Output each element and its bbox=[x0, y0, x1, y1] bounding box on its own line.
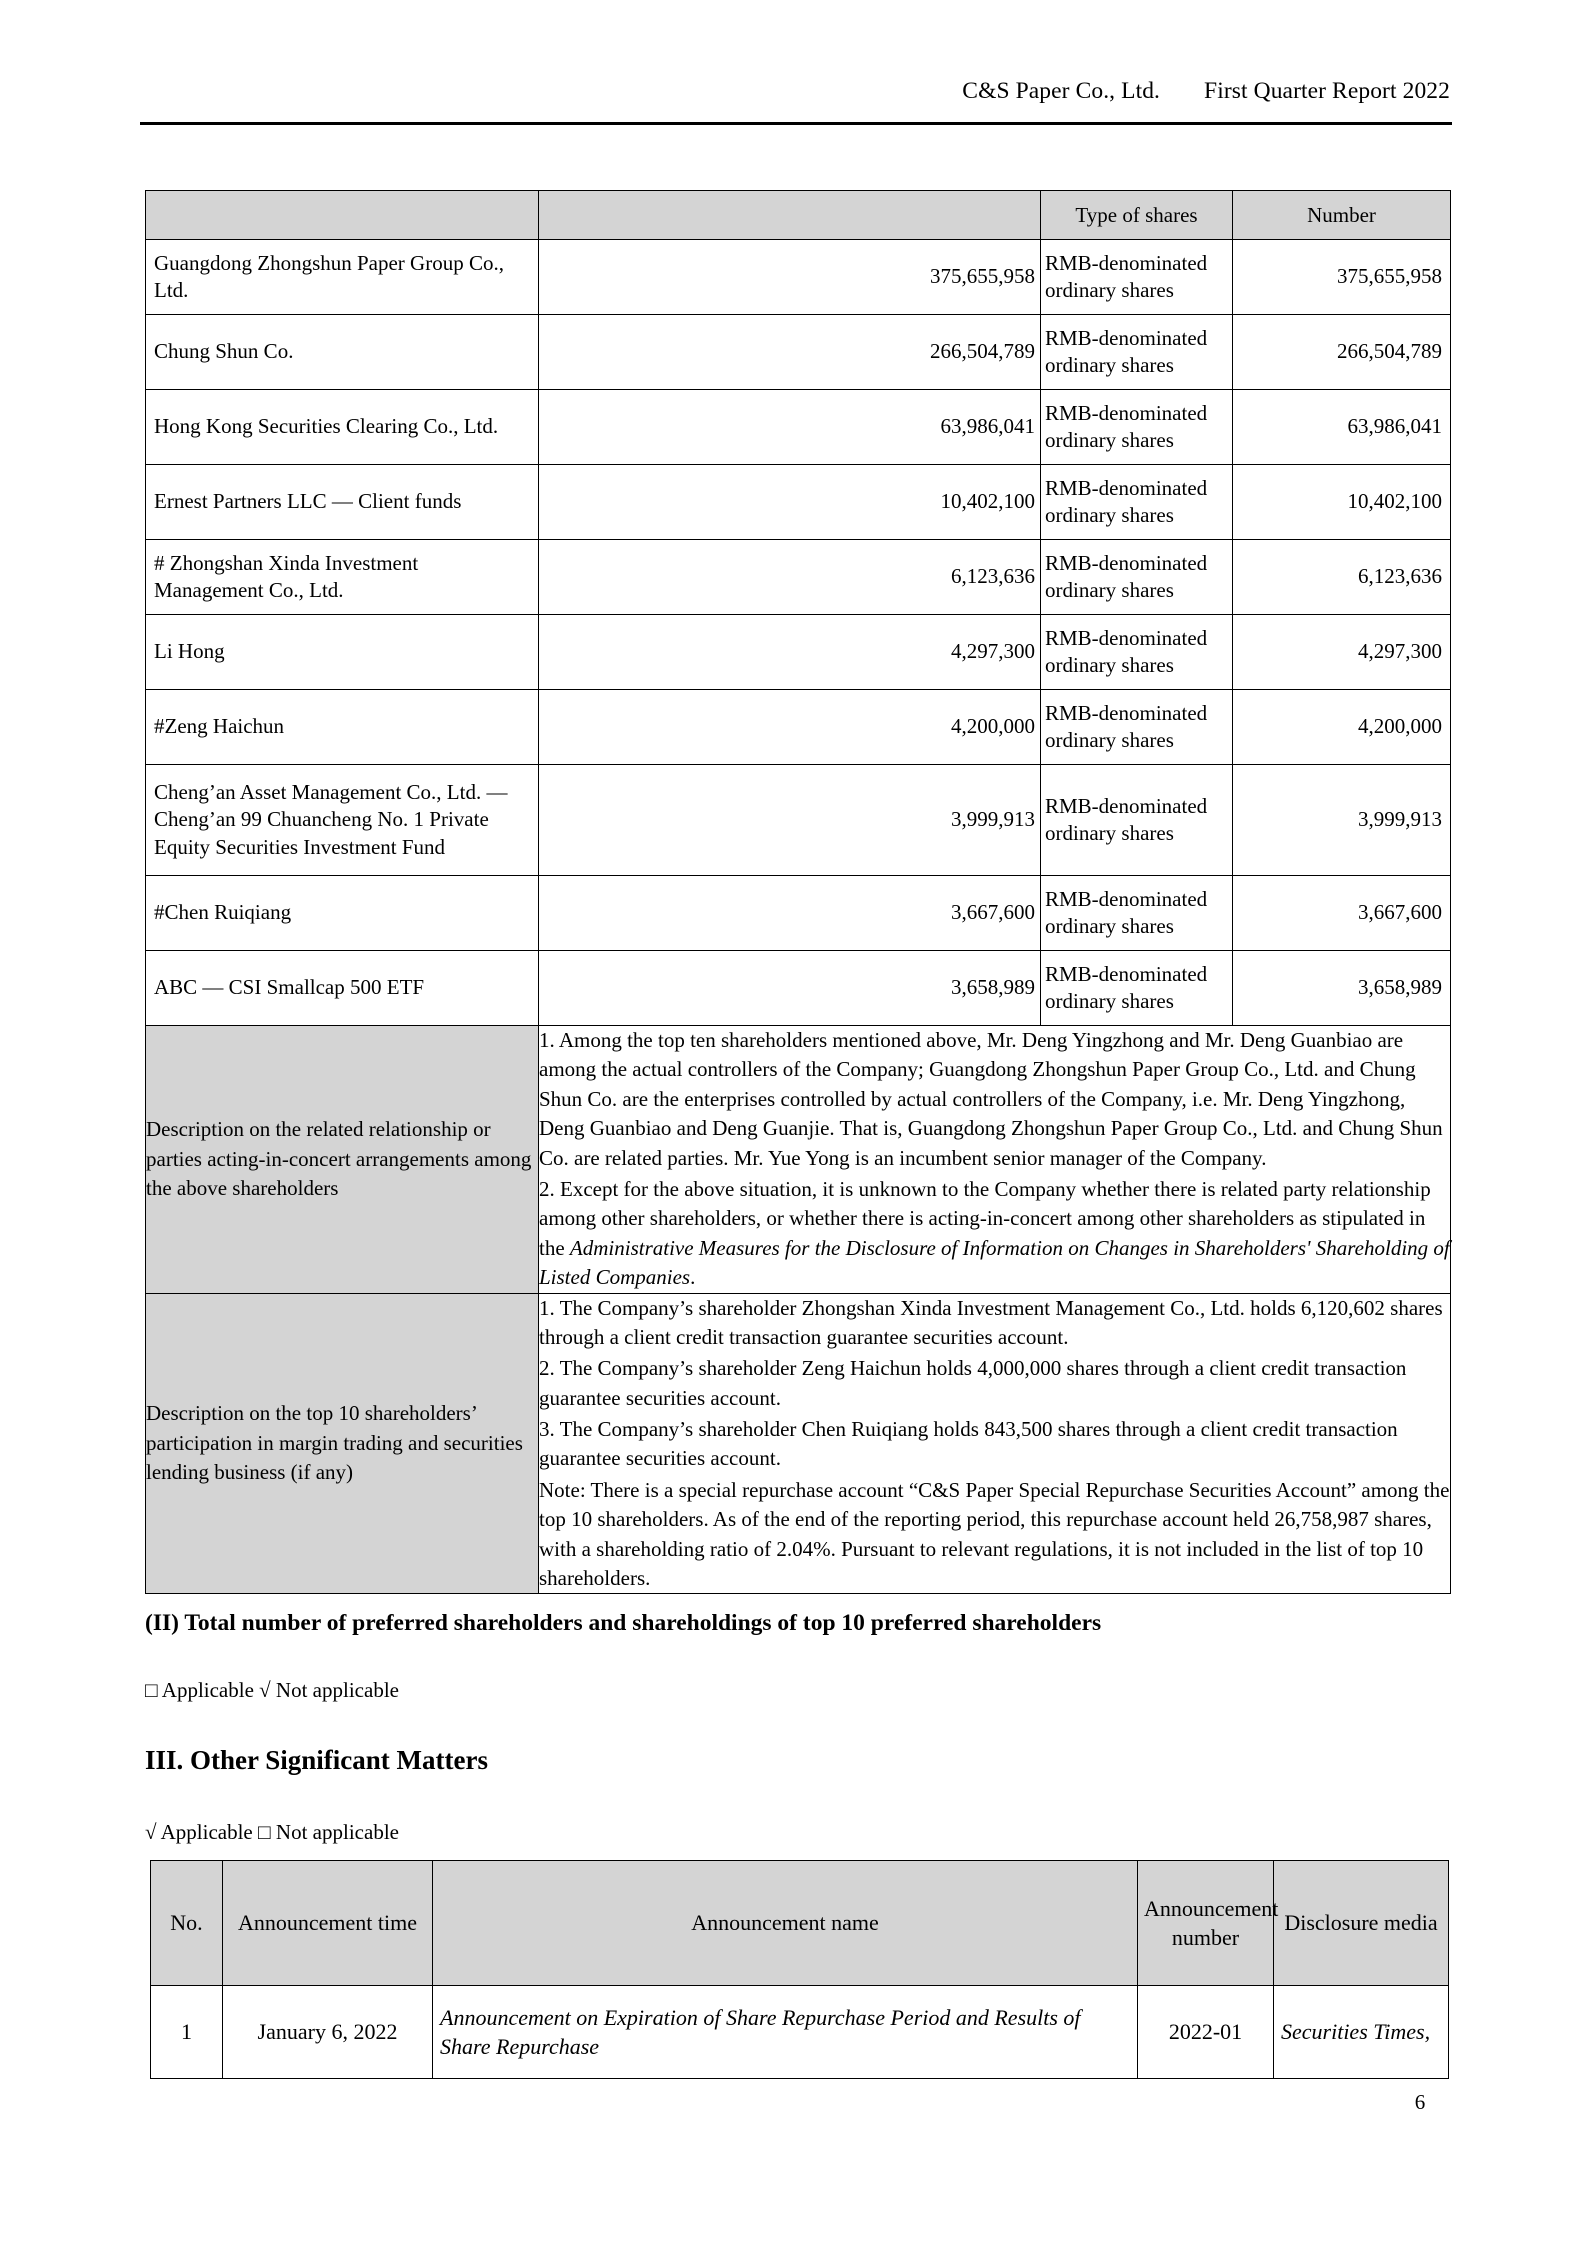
margin-trading-para-3: 3. The Company’s shareholder Chen Ruiqiang holds 843,500 shares through a client credit transaction guarantee securities account. bbox=[539, 1417, 1398, 1471]
table-row bbox=[146, 240, 1451, 315]
shareholder-number: 4,200,000 bbox=[1233, 690, 1451, 765]
shareholder-share-type: RMB-denominated ordinary shares bbox=[1041, 765, 1233, 876]
page-header bbox=[140, 78, 1450, 105]
related-relationship-body bbox=[539, 1026, 1451, 1294]
other-matters-applicability: √ Applicable □ Not applicable bbox=[145, 1820, 399, 1844]
shareholder-share-type: RMB-denominated ordinary shares bbox=[1041, 951, 1233, 1026]
shareholder-name: Li Hong bbox=[146, 615, 539, 690]
shareholder-name: #Chen Ruiqiang bbox=[146, 876, 539, 951]
announcement-no: 1 bbox=[151, 1986, 223, 2079]
announcement-number: 2022-01 bbox=[1138, 1986, 1274, 2079]
col-header-announcement-time: Announcement time bbox=[223, 1861, 433, 1986]
shareholder-share-type: RMB-denominated ordinary shares bbox=[1041, 540, 1233, 615]
preferred-shareholders-heading: (II) Total number of preferred shareholders and shareholdings of top 10 preferred shareholders bbox=[145, 1610, 1102, 1636]
shareholder-number: 266,504,789 bbox=[1233, 315, 1451, 390]
shareholder-share-type: RMB-denominated ordinary shares bbox=[1041, 315, 1233, 390]
col-header-blank-1 bbox=[146, 191, 539, 240]
shareholder-share-type: RMB-denominated ordinary shares bbox=[1041, 615, 1233, 690]
shareholder-amount: 6,123,636 bbox=[539, 540, 1041, 615]
shareholder-amount: 3,999,913 bbox=[539, 765, 1041, 876]
para-2-text-b: . bbox=[690, 1265, 696, 1290]
shareholder-number: 6,123,636 bbox=[1233, 540, 1451, 615]
preferred-shareholders-applicability: □ Applicable √ Not applicable bbox=[145, 1678, 399, 1702]
shareholder-amount: 4,200,000 bbox=[539, 690, 1041, 765]
shareholder-share-type: RMB-denominated ordinary shares bbox=[1041, 876, 1233, 951]
shareholder-number: 63,986,041 bbox=[1233, 390, 1451, 465]
shareholder-number: 3,667,600 bbox=[1233, 876, 1451, 951]
table-row bbox=[146, 951, 1451, 1026]
shareholder-amount: 3,667,600 bbox=[539, 876, 1041, 951]
shareholder-share-type: RMB-denominated ordinary shares bbox=[1041, 465, 1233, 540]
announcement-name: Announcement on Expiration of Share Repurchase Period and Results of Share Repurchase bbox=[433, 1986, 1138, 2079]
shareholder-amount: 375,655,958 bbox=[539, 240, 1041, 315]
related-relationship-row bbox=[146, 1026, 1451, 1294]
shareholder-number: 3,658,989 bbox=[1233, 951, 1451, 1026]
col-header-disclosure-media: Disclosure media bbox=[1274, 1861, 1449, 1986]
para-2-text-a: 2. Except for the above situation, it is unknown to the Company whether there is related party relationship among other shareholders, or whether there is acting-in-concert among other shareholders as stipulated in the bbox=[539, 1176, 1431, 1260]
shareholder-number: 10,402,100 bbox=[1233, 465, 1451, 540]
shareholder-amount: 3,658,989 bbox=[539, 951, 1041, 1026]
table-row bbox=[146, 465, 1451, 540]
margin-trading-body bbox=[539, 1293, 1451, 1594]
shareholder-number: 375,655,958 bbox=[1233, 240, 1451, 315]
shareholder-name: Cheng’an Asset Management Co., Ltd. — Cheng’an 99 Chuancheng No. 1 Private Equity Securities Investment Fund bbox=[146, 765, 539, 876]
announcements-header-row bbox=[151, 1861, 1449, 1986]
shareholder-name: Ernest Partners LLC — Client funds bbox=[146, 465, 539, 540]
header-report-title: First Quarter Report 2022 bbox=[1204, 78, 1450, 104]
announcement-time: January 6, 2022 bbox=[223, 1986, 433, 2079]
table-row bbox=[146, 315, 1451, 390]
col-header-type-of-shares: Type of shares bbox=[1041, 191, 1233, 240]
related-relationship-label: Description on the related relationship or parties acting-in-concert arrangements among the above shareholders bbox=[146, 1026, 539, 1294]
shareholder-share-type: RMB-denominated ordinary shares bbox=[1041, 390, 1233, 465]
table-row bbox=[151, 1986, 1449, 2079]
shareholder-amount: 63,986,041 bbox=[539, 390, 1041, 465]
col-header-announcement-name: Announcement name bbox=[433, 1861, 1138, 1986]
shareholder-number: 3,999,913 bbox=[1233, 765, 1451, 876]
shareholder-amount: 266,504,789 bbox=[539, 315, 1041, 390]
col-header-number: Number bbox=[1233, 191, 1451, 240]
margin-trading-para-1: 1. The Company’s shareholder Zhongshan Xinda Investment Management Co., Ltd. holds 6,120,602 shares through a client credit transaction guarantee securities account. bbox=[539, 1295, 1443, 1349]
shareholder-amount: 10,402,100 bbox=[539, 465, 1041, 540]
shareholder-name: #Zeng Haichun bbox=[146, 690, 539, 765]
table-row bbox=[146, 615, 1451, 690]
margin-trading-label: Description on the top 10 shareholders’ participation in margin trading and securities lending business (if any) bbox=[146, 1293, 539, 1594]
col-header-blank-2 bbox=[539, 191, 1041, 240]
table-row bbox=[146, 690, 1451, 765]
table-row bbox=[146, 765, 1451, 876]
header-divider-rule bbox=[140, 122, 1452, 125]
col-header-no: No. bbox=[151, 1861, 223, 1986]
shareholder-share-type: RMB-denominated ordinary shares bbox=[1041, 240, 1233, 315]
page-number: 6 bbox=[1414, 2090, 1426, 2114]
table-row bbox=[146, 876, 1451, 951]
col-header-announcement-number: Announcement number bbox=[1138, 1861, 1274, 1986]
shareholder-name: Guangdong Zhongshun Paper Group Co., Ltd. bbox=[146, 240, 539, 315]
other-significant-matters-heading: III. Other Significant Matters bbox=[145, 1745, 488, 1775]
related-relationship-para-1: 1. Among the top ten shareholders mentioned above, Mr. Deng Yingzhong and Mr. Deng Guanbiao are among the actual controllers of the Company; Guangdong Zhongshun Paper Group Co., Ltd. and Chung Shun Co. are the enterprises controlled by actual controllers of the Company, i.e. Mr. Deng Yingzhong, Deng Guanbiao and Deng Guanjie. That is, Guangdong Zhongshun Paper Group Co., Ltd. and Chung Shun Co. are related parties. Mr. Yue Yong is an incumbent senior manager of the Company. bbox=[539, 1028, 1443, 1170]
shareholder-name: Chung Shun Co. bbox=[146, 315, 539, 390]
shareholder-name: Hong Kong Securities Clearing Co., Ltd. bbox=[146, 390, 539, 465]
para-2-regulation-title: Administrative Measures for the Disclosure of Information on Changes in Shareholders' Shareholding of Listed Companies bbox=[539, 1235, 1450, 1290]
related-relationship-para-2 bbox=[539, 1175, 1450, 1293]
top-shareholders-table bbox=[145, 190, 1451, 1594]
shareholder-share-type: RMB-denominated ordinary shares bbox=[1041, 690, 1233, 765]
shareholder-name: # Zhongshan Xinda Investment Management Co., Ltd. bbox=[146, 540, 539, 615]
header-company-name: C&S Paper Co., Ltd. bbox=[962, 78, 1161, 104]
table-row bbox=[146, 390, 1451, 465]
disclosure-media: Securities Times, bbox=[1274, 1986, 1449, 2079]
table-header-row bbox=[146, 191, 1451, 240]
announcements-table bbox=[150, 1860, 1449, 2079]
margin-trading-row bbox=[146, 1293, 1451, 1594]
margin-trading-para-2: 2. The Company’s shareholder Zeng Haichun holds 4,000,000 shares through a client credit transaction guarantee securities account. bbox=[539, 1356, 1407, 1410]
table-row bbox=[146, 540, 1451, 615]
shareholder-number: 4,297,300 bbox=[1233, 615, 1451, 690]
shareholder-amount: 4,297,300 bbox=[539, 615, 1041, 690]
shareholder-name: ABC — CSI Smallcap 500 ETF bbox=[146, 951, 539, 1026]
margin-trading-note: Note: There is a special repurchase account “C&S Paper Special Repurchase Securities Account” among the top 10 shareholders. As of the end of the reporting period, this repurchase account held 26,758,987 shares, with a shareholding ratio of 2.04%. Pursuant to relevant regulations, it is not included in the list of top 10 shareholders. bbox=[539, 1477, 1450, 1591]
